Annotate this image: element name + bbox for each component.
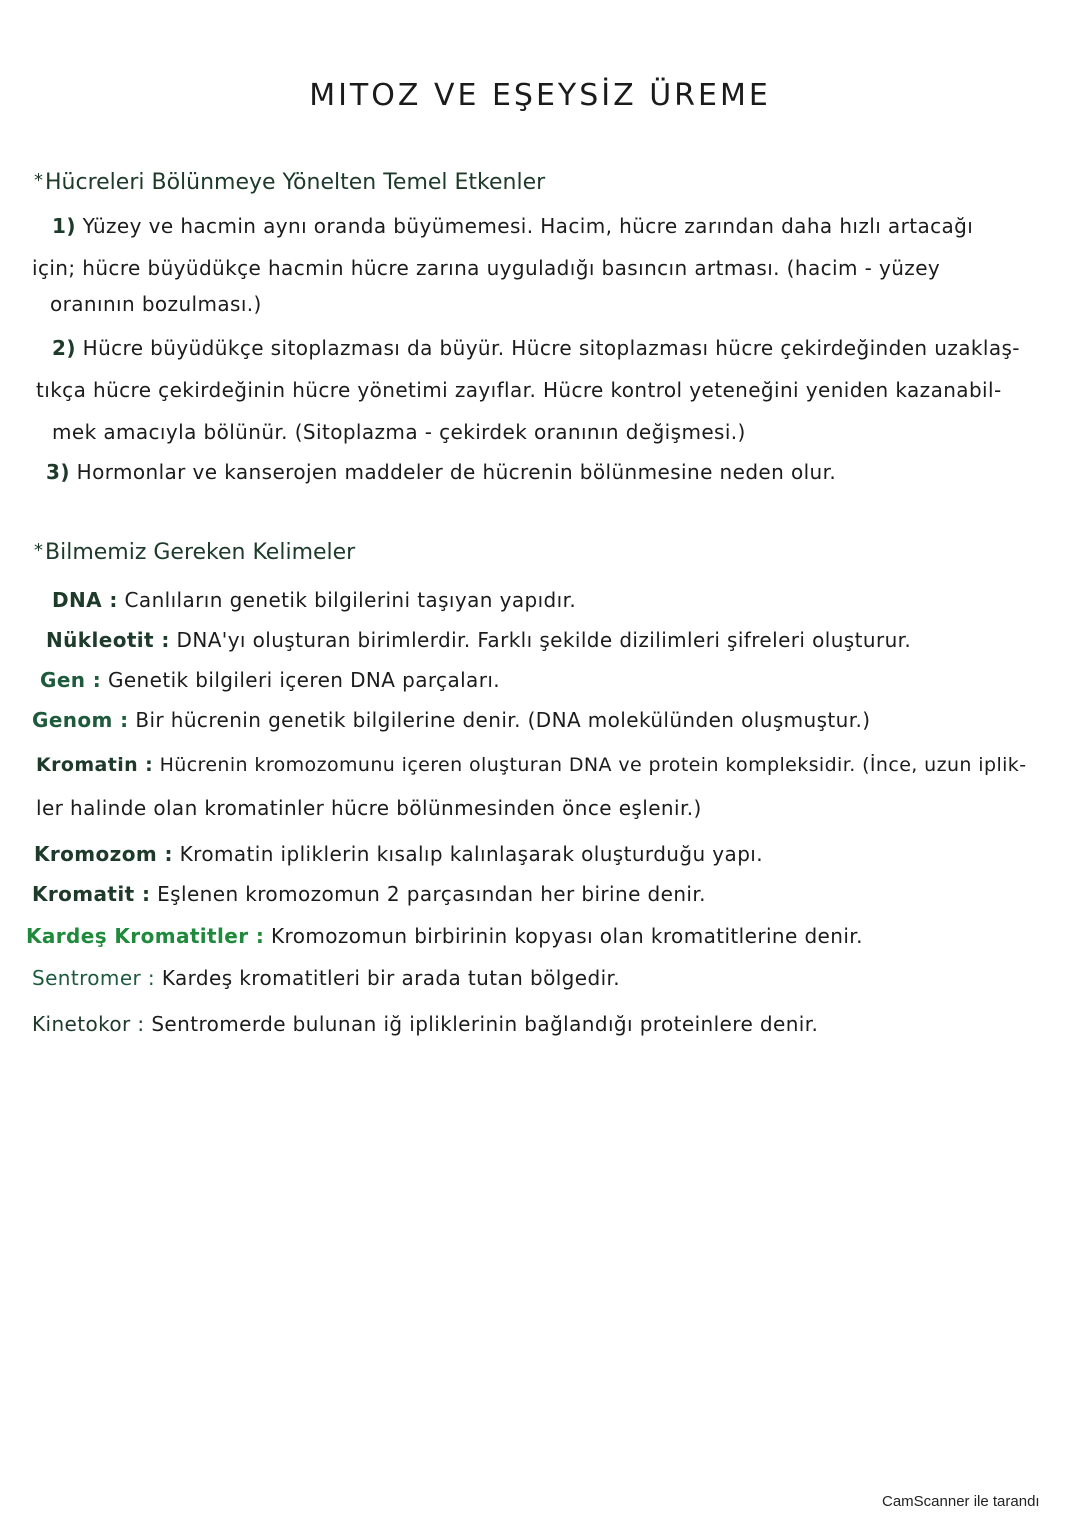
term-definition: Genetik bilgileri içeren DNA parçaları. — [107, 668, 501, 692]
term-row-continuation — [36, 796, 702, 820]
term-definition: Hücrenin kromozomunu içeren oluşturan DNA ve protein kompleksidir. (İnce, uzun iplik- — [159, 754, 1027, 776]
line-text: Yüzey ve hacmin aynı oranda büyümemesi. Hacim, hücre zarından daha hızlı artacağı — [82, 214, 974, 238]
term-label: Kromozom : — [34, 842, 173, 866]
term-row — [36, 754, 1026, 776]
line-text: Hücre büyüdükçe sitoplazması da büyür. Hücre sitoplazması hücre çekirdeğinden uzaklaş- — [82, 336, 1020, 360]
term-label: Gen : — [40, 668, 102, 692]
term-definition: Eşlenen kromozomun 2 parçasından her birine denir. — [157, 882, 706, 906]
term-definition: Kardeş kromatitleri bir arada tutan bölgedir. — [161, 966, 621, 990]
term-row — [26, 924, 863, 948]
star-bullet-icon: * — [34, 540, 43, 561]
camscanner-watermark: CamScanner ile tarandı — [882, 1493, 1040, 1510]
factor-line — [52, 214, 973, 238]
list-number: 3) — [46, 460, 70, 484]
term-label: Sentromer : — [32, 966, 156, 990]
term-label: Nükleotit : — [46, 628, 170, 652]
term-row — [32, 966, 620, 990]
term-definition: Kromozomun birbirinin kopyası olan kromatitlerine denir. — [271, 924, 863, 948]
term-definition: Kromatin ipliklerin kısalıp kalınlaşarak oluşturduğu yapı. — [179, 842, 764, 866]
term-definition: Bir hücrenin genetik bilgilerine denir. (DNA molekülünden oluşmuştur.) — [135, 708, 871, 732]
factor-line — [52, 420, 746, 444]
term-definition: ler halinde olan kromatinler hücre bölünmesinden önce eşlenir.) — [36, 796, 702, 820]
term-definition: DNA'yı oluşturan birimlerdir. Farklı şekilde dizilimleri şifreleri oluşturur. — [176, 628, 912, 652]
term-label: Kromatit : — [32, 882, 151, 906]
term-row — [52, 588, 576, 612]
section-heading-text: Bilmemiz Gereken Kelimeler — [45, 540, 356, 565]
section-heading-factors — [34, 170, 545, 195]
term-row — [32, 1012, 818, 1036]
term-label: Genom : — [32, 708, 129, 732]
term-label: DNA : — [52, 588, 118, 612]
factor-line — [52, 336, 1020, 360]
term-label: Kromatin : — [36, 754, 154, 776]
line-text: için; hücre büyüdükçe hacmin hücre zarına uyguladığı basıncın artması. (hacim - yüzey — [32, 256, 941, 280]
list-number: 2) — [52, 336, 76, 360]
factor-line — [50, 292, 262, 316]
term-row — [32, 882, 706, 906]
term-definition: Canlıların genetik bilgilerini taşıyan yapıdır. — [124, 588, 577, 612]
section-heading-vocabulary — [34, 540, 355, 565]
factor-line — [32, 256, 940, 280]
line-text: oranının bozulması.) — [50, 292, 262, 316]
page-title: MITOZ VE EŞEYSİZ ÜREME — [309, 78, 771, 113]
term-row — [40, 668, 500, 692]
list-number: 1) — [52, 214, 76, 238]
star-bullet-icon: * — [34, 170, 43, 191]
section-heading-text: Hücreleri Bölünmeye Yönelten Temel Etkenler — [45, 170, 546, 195]
term-label: Kardeş Kromatitler : — [26, 924, 265, 948]
term-label: Kinetokor : — [32, 1012, 145, 1036]
term-row — [32, 708, 870, 732]
factor-line — [46, 460, 836, 484]
term-row — [34, 842, 763, 866]
line-text: Hormonlar ve kanserojen maddeler de hücrenin bölünmesine neden olur. — [76, 460, 837, 484]
line-text: mek amacıyla bölünür. (Sitoplazma - çekirdek oranının değişmesi.) — [52, 420, 746, 444]
factor-line — [36, 378, 1002, 402]
term-row — [46, 628, 911, 652]
term-definition: Sentromerde bulunan iğ ipliklerinin bağlandığı proteinlere denir. — [151, 1012, 819, 1036]
line-text: tıkça hücre çekirdeğinin hücre yönetimi zayıflar. Hücre kontrol yeteneğini yeniden kazanabil- — [36, 378, 1002, 402]
